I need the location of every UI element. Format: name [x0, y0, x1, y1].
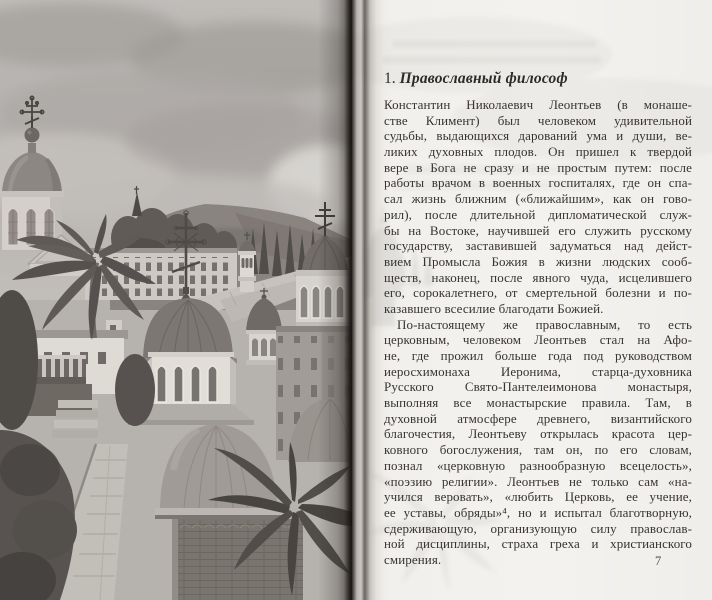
text-line: учился веровать», «любить Церковь, ее учение, — [384, 489, 692, 505]
sepia-tint — [0, 0, 352, 600]
text-line: ее уставы, обряды»⁴, но и испытал благотворную, — [384, 504, 692, 520]
chapter-heading — [384, 69, 692, 88]
text-line: сдерживающую, организующую силу православ- — [384, 520, 692, 536]
left-page-photo — [0, 0, 352, 600]
text-line: церковным, человеком Леонтьев стал на Афо- — [384, 332, 692, 348]
text-line: ковного богослужения, там он, по его словам, — [384, 442, 692, 458]
text-line: вием Промысла Божия в жизни людских сооб- — [384, 253, 692, 269]
text-line: познал «церковную разнообразную всецелость», — [384, 457, 692, 473]
chapter-title: Православный философ — [399, 70, 568, 87]
text-line: выполняя все монастырские правила. Там, в — [384, 395, 692, 411]
text-line: казавшего всесилие благодати Божией. — [384, 300, 604, 316]
text-line: духовной атмосфере древнего, византийского — [384, 410, 692, 426]
text-line: государству, заставившей задуматься над дейст- — [384, 238, 692, 254]
chapter-number: 1. — [384, 70, 396, 87]
text-line: Русского Свято-Пантелеимонова монастыря, — [384, 379, 692, 395]
paragraph — [384, 97, 692, 317]
text-line: его, сорокалетнего, от смертельной болезни и по- — [384, 285, 692, 301]
text-line: ной дисциплины, страха греха и христианского — [384, 536, 692, 552]
page-number: 7 — [655, 554, 662, 568]
paragraph — [384, 317, 692, 568]
page-content — [384, 69, 692, 568]
text-line: стве Климент) был человеком удивительной — [384, 112, 692, 128]
text-line: бы на Востоке, научившей его служить русскому — [384, 222, 692, 238]
text-line: судьбы, выдающихся дарований ума и души, ве- — [384, 128, 692, 144]
body-text — [384, 97, 692, 568]
text-line: Константин Николаевич Леонтьев (в монаше- — [384, 97, 692, 112]
text-line: «поэзию религии». Леонтьев не только сам «на- — [384, 473, 692, 489]
text-line: рил), после длительной дипломатической служ- — [384, 206, 692, 222]
text-line: благочестия, Леонтьеву открылась красота цер- — [384, 426, 692, 442]
text-line: иеросхимонаха Иеронима, старца-духовника — [384, 363, 692, 379]
text-line: По-настоящему же православным, то есть — [397, 316, 692, 332]
text-line: ликих духовных плодов. Он пришел к твердой — [384, 144, 692, 160]
text-line: ществ, наконец, после явного чуда, исцелившего — [384, 269, 692, 285]
text-line: не, где прожил больше года под руководством — [384, 348, 692, 363]
text-line: сал жизнь ближним («ближайшим», как он гово- — [384, 191, 692, 207]
text-line: работы врачом в военных госпиталях, где он спа- — [384, 175, 692, 191]
text-line: вере в Бога не сразу и не простым путем: после — [384, 159, 692, 175]
monastery-photo — [0, 0, 352, 600]
text-line: смирения. — [384, 551, 442, 567]
right-page — [352, 0, 712, 600]
